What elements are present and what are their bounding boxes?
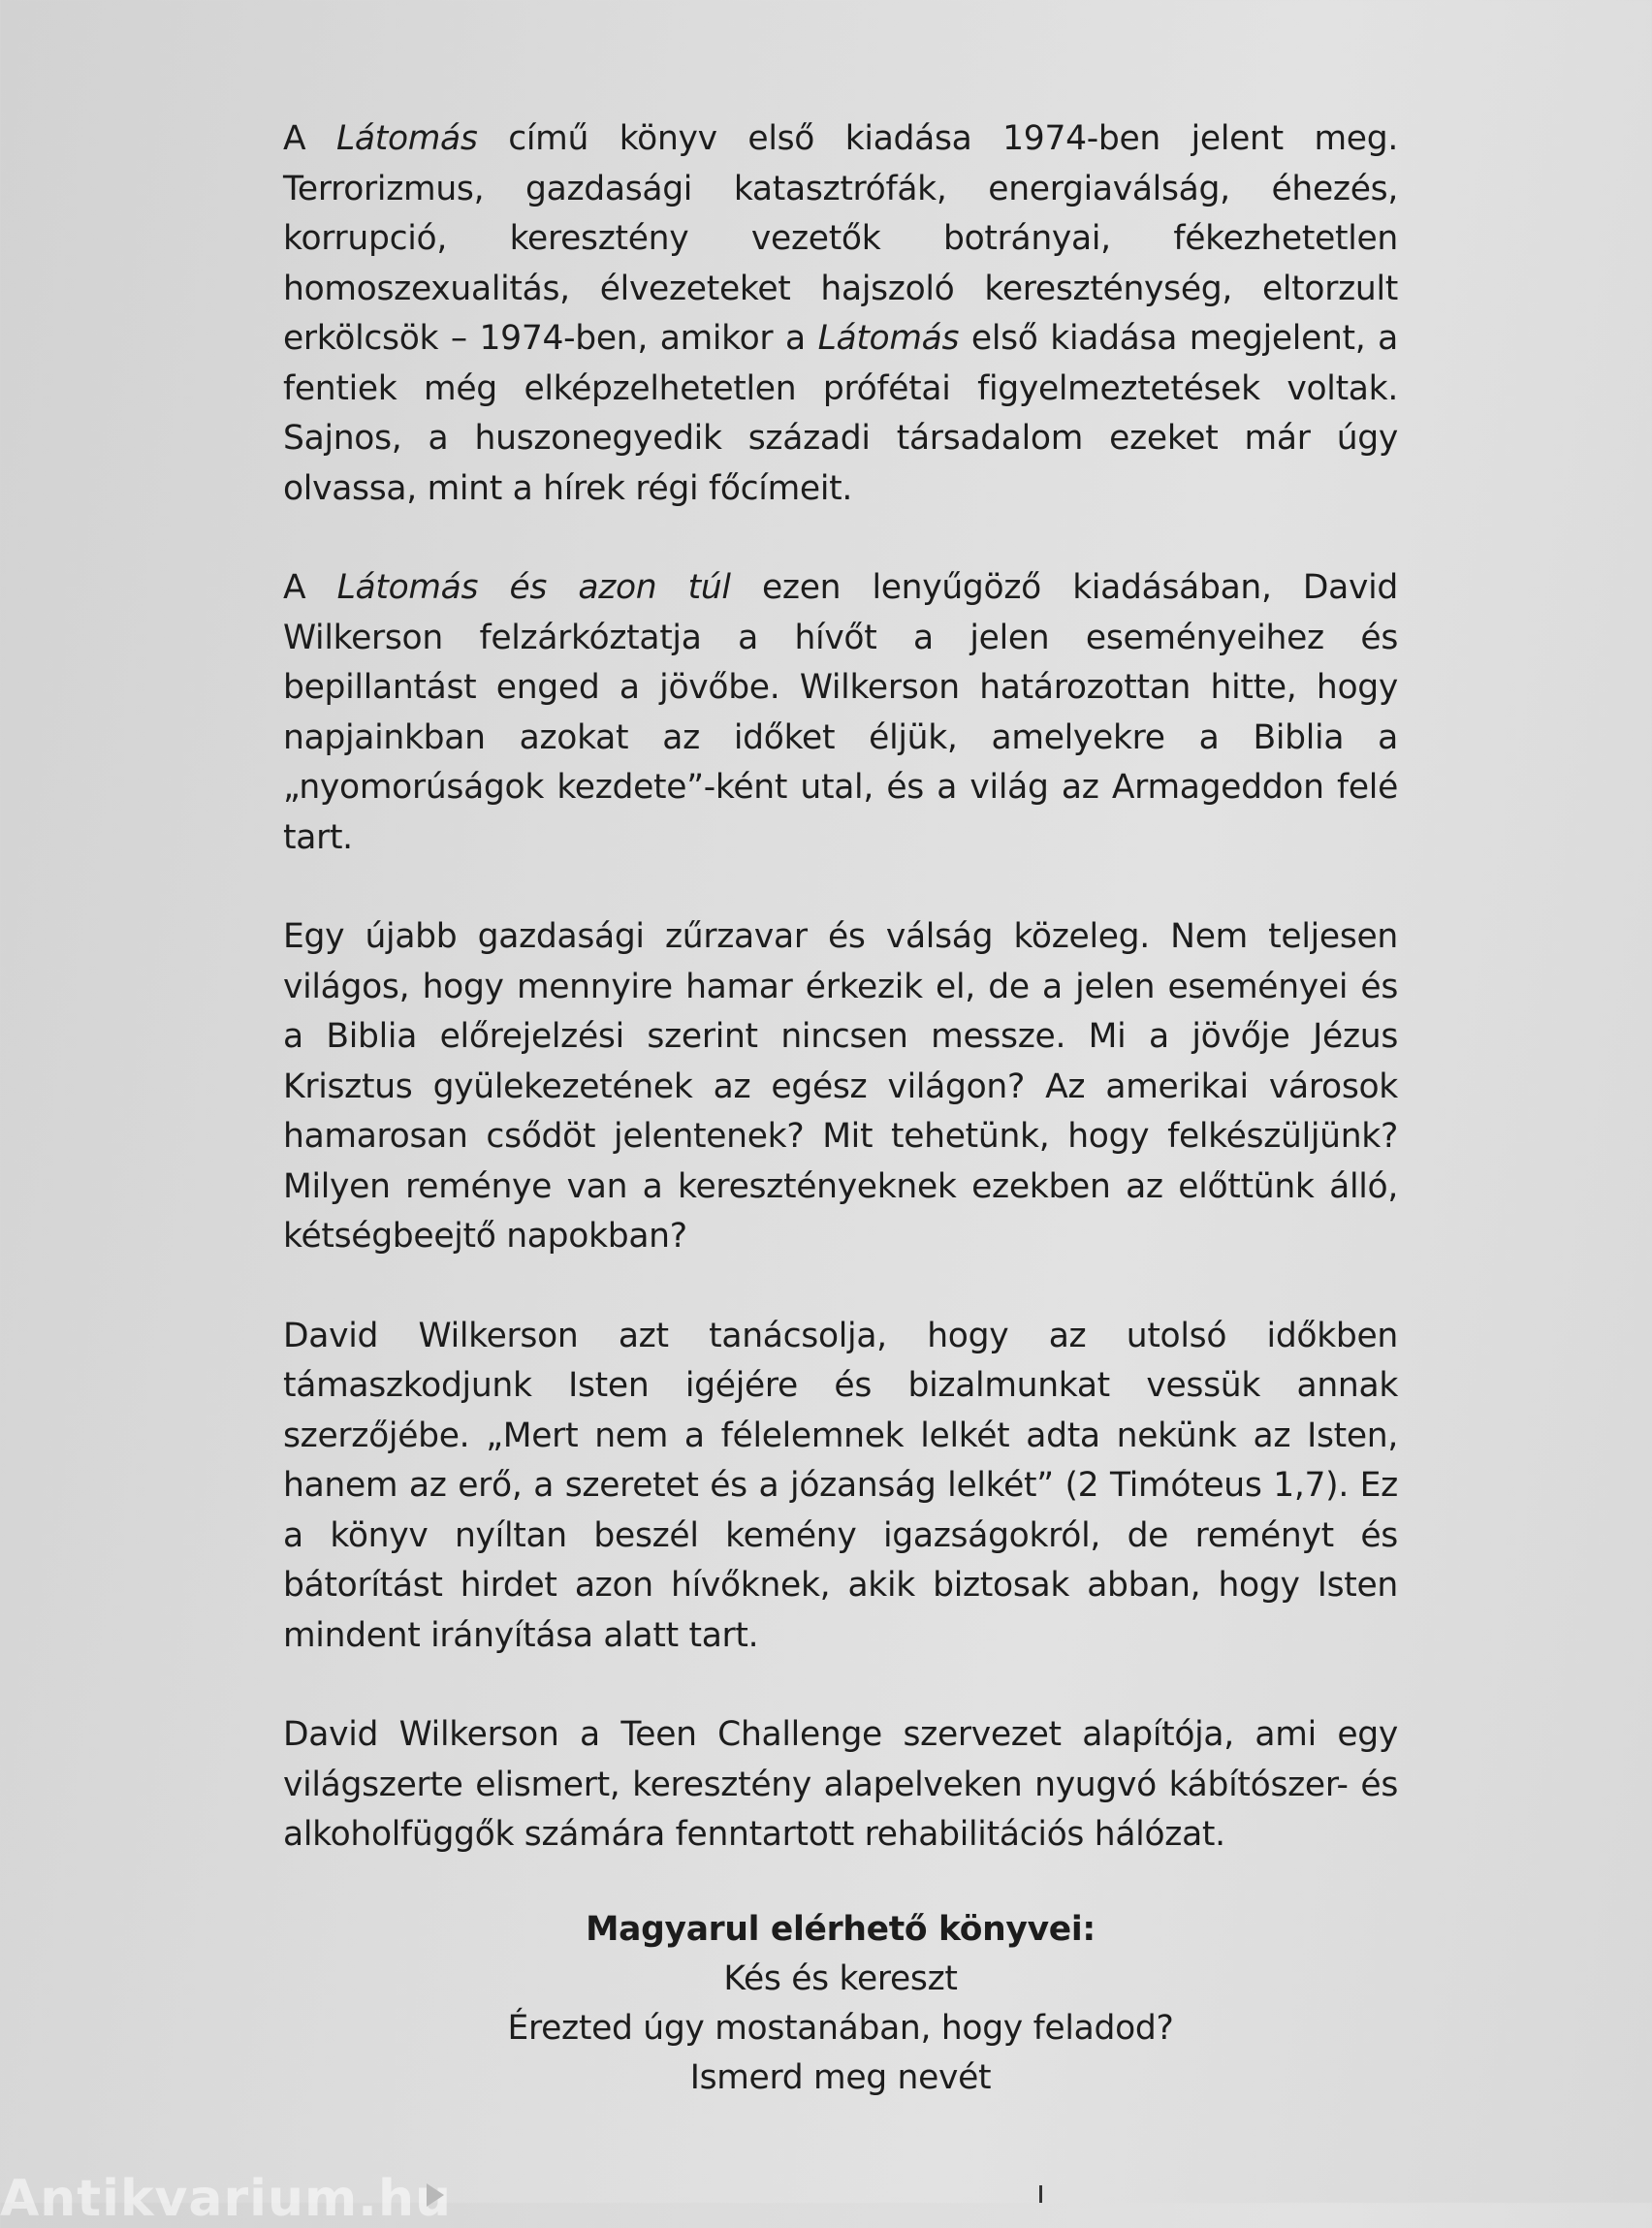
p1-text-c: című könyv első kiadása 1974-ben jelent meg. Terrorizmus, gazdasági katasztrófák, energiaválság, éhezés, korrupció, keresztény vezetők botrányai, fékezhetetlen homoszexualitás, élvezeteket hajszoló kereszténység, eltorzult erkölcsök – 1974-ben, amikor a — [283, 119, 1398, 358]
paragraph-first-edition — [283, 114, 1398, 514]
paragraph-new-edition — [283, 563, 1398, 863]
book-title: Érezted úgy mostanában, hogy feladod? — [507, 2009, 1174, 2048]
paragraph-advice: David Wilkerson azt tanácsolja, hogy az utolsó időkben támaszkodjunk Isten igéjére és bizalmunkat vessük annak szerzőjébe. „Mert nem a félelemnek lelkét adta nekünk az Isten, hanem az erő, a szeretet és a józanság lelkét” (2 Timóteus 1,7). Ez a könyv nyíltan beszél kemény igazságokról, de reményt és bátorítást hirdet azon hívőknek, akik biztosak abban, hogy Isten mindent irányítása alatt tart. — [283, 1316, 1398, 1655]
watermark-arrow-icon — [427, 2183, 444, 2207]
book-title-italic: Látomás — [817, 319, 960, 358]
p2-text-a: A — [283, 568, 337, 607]
book-title-italic: Látomás — [335, 119, 478, 158]
p1-text-a: A — [283, 119, 336, 158]
edge-mark — [1039, 2185, 1042, 2203]
book-title-italic: Látomás és azon túl — [336, 568, 731, 607]
p2-text-c: ezen lenyűgöző kiadásában, David Wilkerson felzárkóztatja a hívőt a jelen eseményeihez és bepillantást enged a jövőbe. Wilkerson határozottan hitte, hogy napjainkban azokat az időket éljük, amelyekre a Biblia a „nyomorúságok kezdete”-ként utal, és a világ az Armageddon felé tart. — [283, 568, 1399, 857]
paragraph-crisis: Egy újabb gazdasági zűrzavar és válság közeleg. Nem teljesen világos, hogy mennyire hamar érkezik el, de a jelen eseményei és a Biblia előrejelzési szerint nincsen messze. Mi a jövője Jézus Krisztus gyülekezetének az egész világon? Az amerikai városok hamarosan csődöt jelentenek? Mit tehetünk, hogy felkészüljünk? Milyen reménye van a keresztényeknek ezekben az előttünk álló, kétségbeejtő napokban? — [283, 917, 1398, 1256]
paragraph-author: David Wilkerson a Teen Challenge szervezet alapítója, ami egy világszerte elismert, keresztény alapelveken nyugvó kábítószer- és alkoholfüggők számára fenntartott rehabilitációs hálózat. — [283, 1715, 1398, 1854]
books-heading: Magyarul elérhető könyvei: — [586, 1910, 1096, 1949]
watermark: Antikvarium.hu — [0, 2170, 452, 2228]
book-title: Kés és kereszt — [723, 1959, 958, 1998]
book-title: Ismerd meg nevét — [689, 2058, 992, 2097]
p1-text-e: első kiadása megjelent, a fentiek még elképzelhetetlen prófétai figyelmeztetések voltak. Sajnos, a huszonegyedik századi társadalom ezeket már úgy olvassa, mint a hírek régi főcímeit. — [283, 319, 1398, 508]
available-books — [283, 1905, 1398, 2103]
back-cover-text — [283, 114, 1398, 1910]
